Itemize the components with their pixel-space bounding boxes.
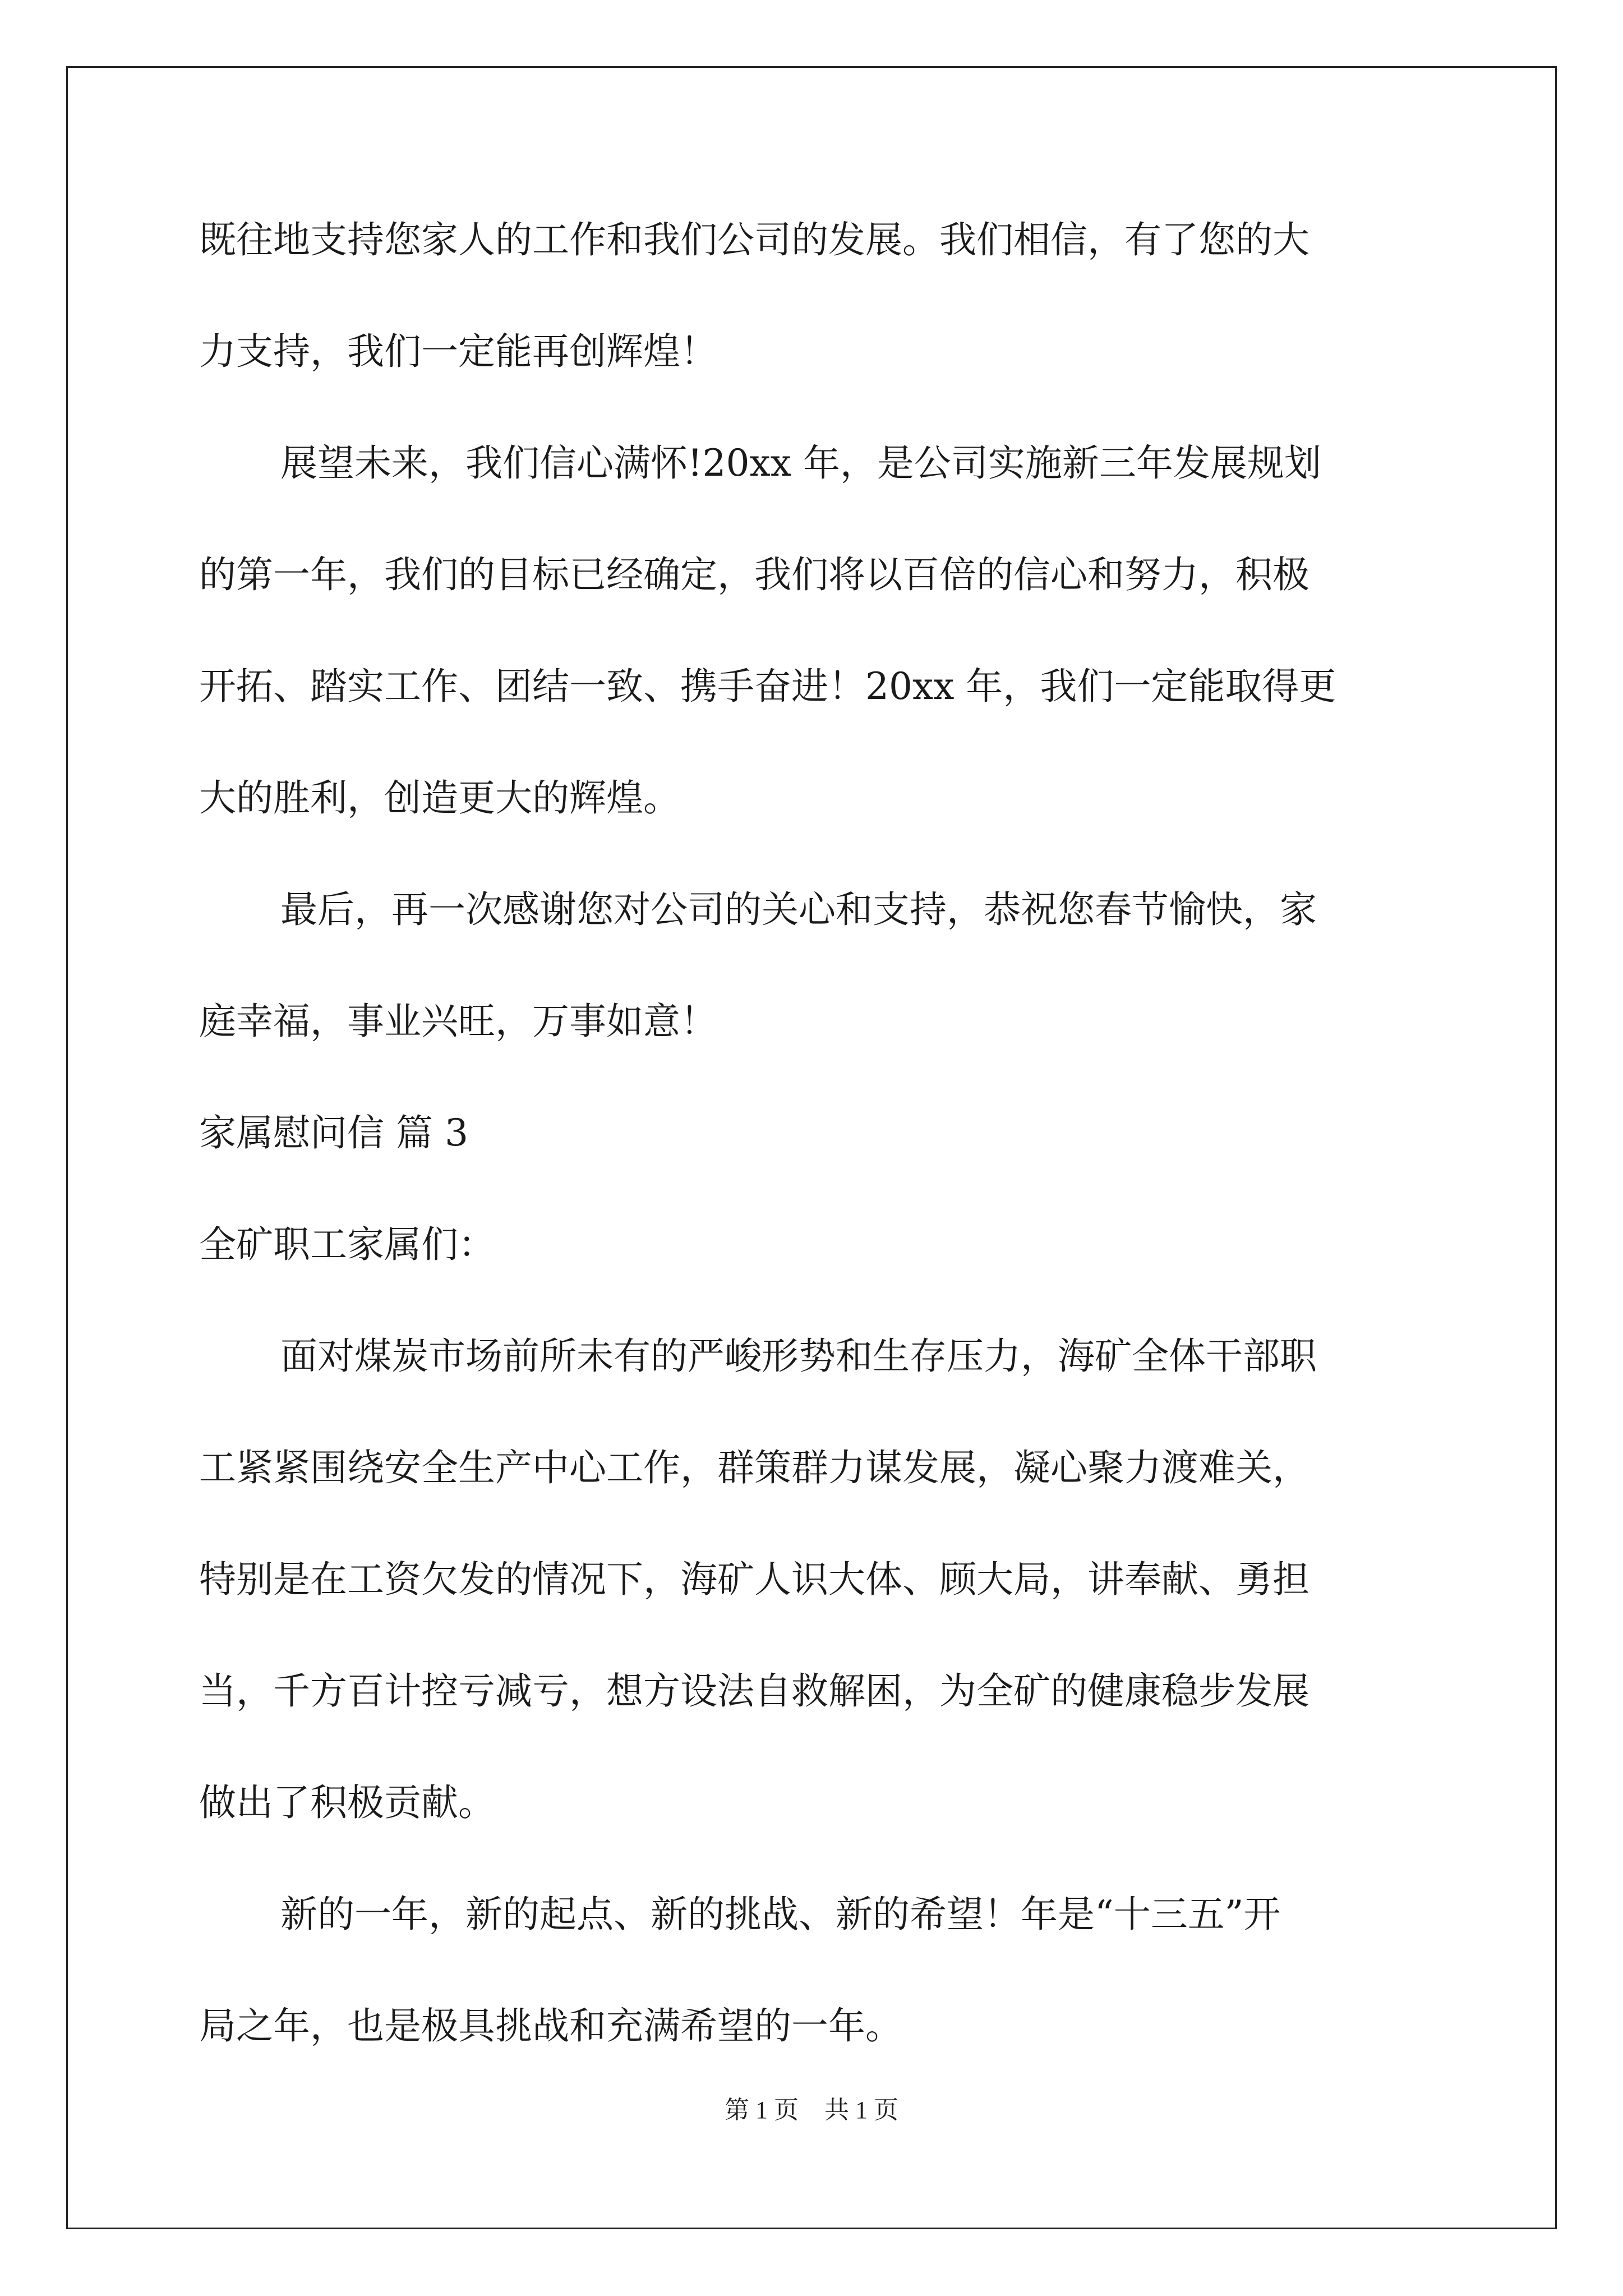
salutation: 全矿职工家属们： bbox=[199, 1223, 495, 1266]
text-line: 做出了积极贡献。 bbox=[199, 1781, 495, 1824]
text-line: 既往地支持您家人的工作和我们公司的发展。我们相信，有了您的大 bbox=[199, 218, 1310, 261]
text-line: 的第一年，我们的目标已经确定，我们将以百倍的信心和努力，积极 bbox=[199, 553, 1310, 596]
page-number: 第 1 页 bbox=[725, 2096, 799, 2124]
text-line: 开拓、踏实工作、团结一致、携手奋进！20xx 年，我们一定能取得更 bbox=[199, 665, 1336, 708]
text-line: 局之年，也是极具挑战和充满希望的一年。 bbox=[199, 2004, 902, 2047]
page-footer bbox=[0, 2093, 1623, 2127]
paragraph-start-line: 展望未来，我们信心满怀!20xx 年，是公司实施新三年发展规划 bbox=[280, 441, 1321, 485]
text-line: 特别是在工资欠发的情况下，海矿人识大体、顾大局，讲奉献、勇担 bbox=[199, 1558, 1310, 1601]
text-line: 大的胜利，创造更大的辉煌。 bbox=[199, 776, 680, 820]
paragraph-start-line: 新的一年，新的起点、新的挑战、新的希望！年是“十三五”开 bbox=[280, 1893, 1281, 1936]
page-total: 共 1 页 bbox=[824, 2096, 898, 2124]
section-heading: 家属慰问信 篇 3 bbox=[199, 1111, 468, 1154]
paragraph-start-line: 面对煤炭市场前所未有的严峻形势和生存压力，海矿全体干部职 bbox=[280, 1335, 1317, 1378]
paragraph-start-line: 最后，再一次感谢您对公司的关心和支持，恭祝您春节愉快，家 bbox=[280, 888, 1317, 931]
text-line: 当，千方百计控亏减亏，想方设法自救解困，为全矿的健康稳步发展 bbox=[199, 1669, 1310, 1713]
text-line: 工紧紧围绕安全生产中心工作，群策群力谋发展，凝心聚力渡难关， bbox=[199, 1446, 1310, 1489]
document-body bbox=[199, 213, 1422, 2111]
text-line: 力支持，我们一定能再创辉煌！ bbox=[199, 330, 717, 373]
text-line: 庭幸福，事业兴旺，万事如意！ bbox=[199, 1000, 717, 1043]
